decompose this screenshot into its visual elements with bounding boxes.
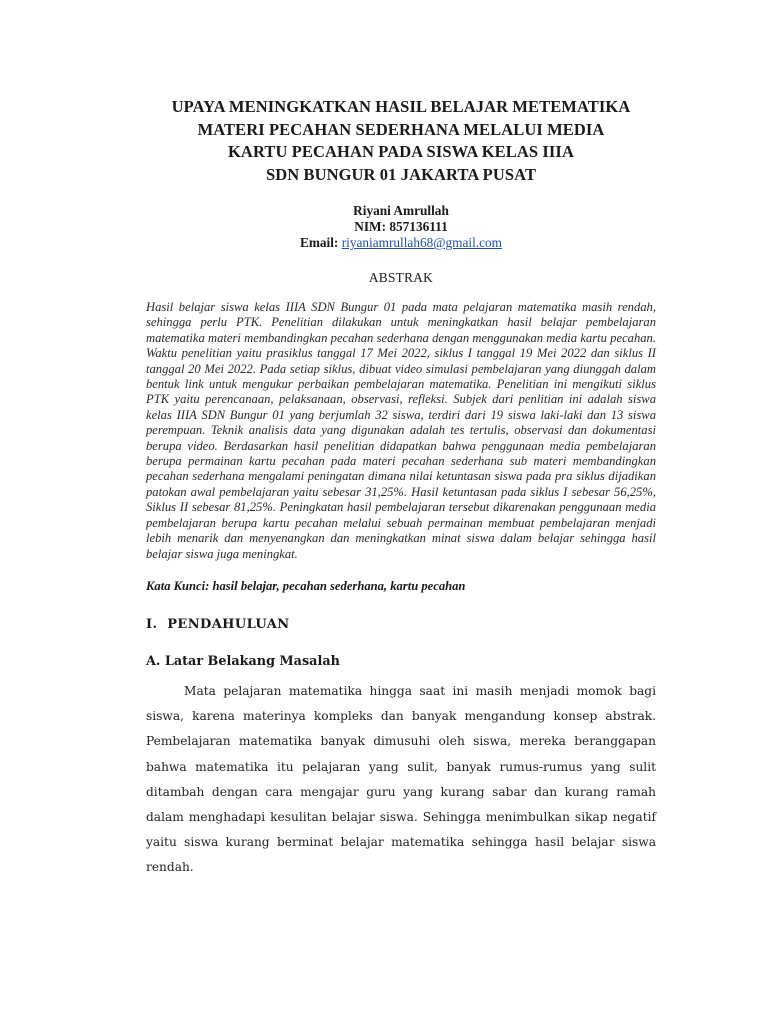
title-line: UPAYA MENINGKATKAN HASIL BELAJAR METEMATIKA (171, 97, 631, 116)
abstract-heading: ABSTRAK (368, 270, 434, 285)
body-paragraph: Mata pelajaran matematika hingga saat ini masih menjadi momok bagi siswa, karena materinya kompleks dan banyak mengandung konsep abstrak. Pembelajaran matematika banyak dimusuhi oleh siswa, mereka beranggapan bahwa matematika itu pelajaran yang sulit, banyak rumus-rumus yang sulit ditambah dengan cara mengajar guru yang kurang sabar dan kurang ramah dalam menghadapi kesulitan belajar siswa. Sehingga menimbulkan sikap negatif yaitu siswa kurang berminat belajar matematika sehingga hasil belajar siswa rendah. (146, 683, 656, 875)
subsection-heading: A. Latar Belakang Masalah (146, 653, 340, 669)
email-label: Email: (299, 235, 339, 250)
section-heading: I. PENDAHULUAN (146, 616, 290, 632)
author-block (146, 203, 656, 251)
title-line: SDN BUNGUR 01 JAKARTA PUSAT (265, 164, 537, 184)
abstract-text: Hasil belajar siswa kelas IIIA SDN Bungur 01 pada mata pelajaran matematika masih rendah, sehingga perlu PTK. Penelitian dilakukan untuk meningkatkan hasil belajar pembelajaran matematika materi membandingkan pecahan sederhana dengan menggunakan media kartu pecahan. Waktu penelitian yaitu prasiklus tanggal 17 Mei 2022, siklus I tanggal 19 Mei 2022 dan siklus II tanggal 20 Mei 2022. Pada setiap siklus, dibuat video simulasi pembelajaran yang diunggah dalam bentuk link untuk mengukur perbaikan pembelajaran matematika. Penelitian ini mengikuti siklus PTK yaitu perencanaan, pelaksanaan, observasi, refleksi. Subjek dari penlitian ini adalah siswa kelas IIIA SDN Bungur 01 yang berjumlah 32 siswa, terdiri dari 19 siswa laki-laki dan 13 siswa perempuan. Teknik analisis data yang digunakan adalah tes tertulis, observasi dan dokumentasi berupa video. Berdasarkan hasil penelitian didapatkan bahwa penggunaan media pembelajaran berupa permainan kartu pecahan pada materi pecahan sederhana sub materi membandingkan pecahan sederhana mengalami peningatan dimana nilai ketuntasan siswa pada pra siklus dijadikan patokan awal pembelajaran yaitu sebesar 31,25%. Hasil ketuntasan pada siklus I sebesar 56,25%, Siklus II sebesar 81,25%. Peningkatan hasil pembelajaran tersebut dikarenakan penggunaan media pembelajaran berupa kartu pecahan melalui sebuah permainan membuat pembelajaran menjadi lebih menarik dan menyenangkan dan meningkatkan minat siswa dalam belajar sehingga hasil belajar siswa juga meningkat. (146, 300, 656, 561)
title-line: MATERI PECAHAN SEDERHANA MELALUI MEDIA (197, 119, 605, 139)
paper-title (146, 96, 656, 186)
author-name: Riyani Amrullah (353, 203, 449, 218)
author-nim: NIM: 857136111 (354, 219, 448, 234)
title-line: KARTU PECAHAN PADA SISWA KELAS IIIA (228, 142, 574, 161)
paper-page (146, 96, 656, 881)
email-link[interactable]: riyaniamrullah68@gmail.com (341, 235, 503, 250)
author-email-line (146, 235, 656, 251)
keywords: Kata Kunci: hasil belajar, pecahan sederhana, kartu pecahan (146, 578, 466, 593)
